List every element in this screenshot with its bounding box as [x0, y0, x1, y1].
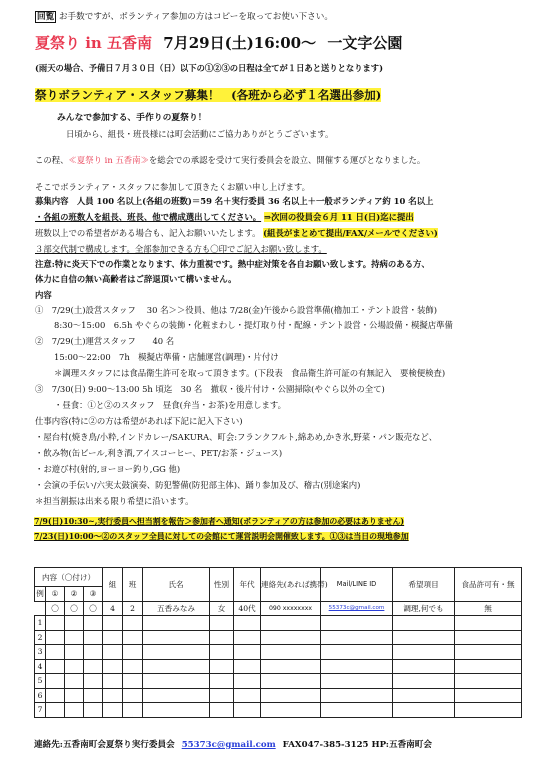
entry-cell[interactable] [143, 645, 210, 660]
entry-cell[interactable] [103, 688, 123, 703]
example-shift-1: 〇 [46, 601, 65, 616]
recruit-headline [35, 88, 381, 103]
notice-line [35, 12, 333, 23]
example-kumi: 4 [103, 601, 123, 616]
entry-cell[interactable] [261, 659, 321, 674]
caution-line-2: 体力に自信の無い高齢者はご辞退頂いて構いません。 [35, 274, 237, 284]
entry-cell[interactable] [143, 703, 210, 718]
header-contact: 連絡先(あれば携帯) [261, 568, 321, 602]
entry-cell[interactable] [210, 674, 234, 689]
entry-cell[interactable] [455, 616, 522, 631]
intro-event-name: ≪夏祭り in 五香南≫ [68, 155, 149, 165]
entry-cell[interactable] [393, 630, 455, 645]
entry-cell[interactable] [261, 645, 321, 660]
form-row-4[interactable] [35, 659, 522, 674]
entry-cell[interactable] [143, 688, 210, 703]
detail-extra-text: 班数以上での希望者がある場合も、記入お願いいたします。 [35, 228, 261, 238]
caution-line-1: 注意:特に炎天下での作業となります、体力重視です。熱中症対策を各自お願い致します。持病のある方、 [35, 259, 430, 269]
subheader-example: 例 [35, 587, 46, 602]
schedule-line-1-text: 7/9(日)10:30~,実行委員へ担当割を報告＞参加者へ通知(ボランティアの方は参加の必要はありません) [34, 517, 405, 526]
header-food-permit: 食品許可有・無 [455, 568, 522, 602]
example-mail: 55373c@gmail.com [321, 601, 393, 616]
entry-cell[interactable] [234, 616, 261, 631]
entry-cell[interactable] [123, 703, 143, 718]
entry-cell[interactable] [234, 703, 261, 718]
entry-cell[interactable] [123, 688, 143, 703]
example-shift-2: 〇 [65, 601, 84, 616]
entry-cell[interactable] [234, 645, 261, 660]
footer-contact [34, 740, 432, 751]
entry-cell[interactable] [455, 659, 522, 674]
task-1: ・屋台村(焼き鳥/小粋,インドカレー/SAKURA、町会:フランクフルト,綿あめ,かき氷,野菜・パン販売など、 [35, 432, 438, 442]
request-text: そこでボランティア・スタッフに参加して頂きたくお願い申し上げます。 [35, 182, 311, 192]
registration-form-table [34, 567, 522, 718]
entry-cell[interactable] [84, 688, 103, 703]
entry-cell[interactable] [210, 616, 234, 631]
entry-cell[interactable] [65, 645, 84, 660]
entry-cell[interactable] [321, 645, 393, 660]
entry-cell[interactable] [46, 630, 65, 645]
example-contact: 090 xxxxxxxx [261, 601, 321, 616]
row-number: 1 [35, 616, 46, 631]
entry-cell[interactable] [455, 688, 522, 703]
entry-cell[interactable] [103, 645, 123, 660]
event-title: 夏祭り in 五香南 [35, 34, 153, 52]
entry-cell[interactable] [234, 688, 261, 703]
header-age: 年代 [234, 568, 261, 602]
entry-cell[interactable] [65, 674, 84, 689]
entry-cell[interactable] [84, 659, 103, 674]
header-mail: Mail/LINE ID [321, 568, 393, 602]
entry-cell[interactable] [103, 703, 123, 718]
entry-cell[interactable] [393, 645, 455, 660]
entry-cell[interactable] [103, 630, 123, 645]
header-kumi: 組 [103, 568, 123, 602]
entry-cell[interactable] [234, 659, 261, 674]
entry-cell[interactable] [455, 703, 522, 718]
entry-cell[interactable] [84, 630, 103, 645]
detail-selection [35, 212, 414, 223]
form-row-6[interactable] [35, 688, 522, 703]
footer-email-link[interactable]: 55373c@gmail.com [181, 740, 276, 750]
header-contents: 内容（〇付け） [35, 568, 103, 587]
entry-cell[interactable] [46, 616, 65, 631]
intro-pre: この程、 [35, 155, 69, 165]
entry-cell[interactable] [123, 659, 143, 674]
event-headline [35, 34, 402, 52]
header-han: 班 [123, 568, 143, 602]
entry-cell[interactable] [123, 616, 143, 631]
shift-2-note: ＊調理スタッフには食品衛生許可を取って頂きます。(下段表 食品衛生許可証の有無記入 要検便検査) [54, 368, 446, 378]
row-number: 3 [35, 645, 46, 660]
entry-cell[interactable] [321, 688, 393, 703]
contents-heading: 内容 [35, 290, 52, 300]
schedule-line-1 [34, 516, 404, 527]
shift-3-detail: ・昼食：①と②のスタッフ 昼食(弁当・お茶)を用意します。 [54, 400, 286, 410]
entry-cell[interactable] [46, 645, 65, 660]
entry-cell[interactable] [321, 630, 393, 645]
detail-selection-text: ・各組の班数人を組長、班長、他で構成選出してください。 [35, 212, 262, 222]
task-2: ・飲み物(缶ビール,利き酒,アイスコーヒー、PET/お茶・ジュース) [35, 448, 283, 458]
row-number: 6 [35, 688, 46, 703]
subheader-shift-1: ① [46, 587, 65, 602]
form-row-2[interactable] [35, 630, 522, 645]
intro-line [35, 155, 425, 166]
form-header-row [35, 568, 522, 587]
entry-cell[interactable] [261, 688, 321, 703]
thanks-text: 日頃から、組長・班長様には町会活動にご協力ありがとうございます。 [66, 129, 334, 139]
slogan: みんなで参加する、手作りの夏祭り！ [57, 113, 207, 123]
entry-cell[interactable] [84, 616, 103, 631]
header-gender: 性別 [210, 568, 234, 602]
entry-cell[interactable] [321, 659, 393, 674]
entry-cell[interactable] [103, 616, 123, 631]
detail-personnel: 募集内容 人員 100 名以上(各組の班数)＝59 名＋実行委員 36 名以上＋一般ボランティア約 10 名以上 [35, 196, 434, 206]
schedule-line-2-text: 7/23(日)10:00～②のスタッフ全員に対しての会館にて運営説明会開催致します。①③は当日の現地参加 [34, 532, 409, 541]
submit-method-highlight: (組長がまとめて提出/FAX/メールでください) [263, 228, 438, 238]
example-marker-cell [35, 601, 46, 616]
entry-cell[interactable] [46, 674, 65, 689]
example-food: 無 [455, 601, 522, 616]
entry-cell[interactable] [84, 645, 103, 660]
form-row-5[interactable] [35, 674, 522, 689]
entry-cell[interactable] [123, 630, 143, 645]
entry-cell[interactable] [46, 703, 65, 718]
form-row-3[interactable] [35, 645, 522, 660]
entry-cell[interactable] [210, 703, 234, 718]
header-name: 氏名 [143, 568, 210, 602]
row-number: 2 [35, 630, 46, 645]
event-place: 一文字公園 [327, 34, 403, 52]
deadline-highlight: ⇒次回の役員会６月 11 日(日)迄に提出 [264, 212, 414, 222]
entry-cell[interactable] [210, 659, 234, 674]
tasks-heading: 仕事内容(特に②の方は希望があれば下記に記入下さい) [35, 416, 243, 426]
recruit-headline-text: 祭りボランティア・スタッフ募集！ (各班から必ず１名選出参加) [35, 88, 382, 102]
entry-cell[interactable] [393, 688, 455, 703]
entry-cell[interactable] [103, 674, 123, 689]
footer-fax-hp: FAX047-385-3125 HP:五香南町会 [282, 740, 432, 750]
shift-2-detail: 15:00～22:00 7h 模擬店準備・店舗運営(調理)・片付け [54, 352, 279, 362]
entry-cell[interactable] [65, 630, 84, 645]
task-4: ・会演の手伝い/六実太鼓演奏、防犯警備(防犯部主体)、踊り参加及び、稽古(別途案内) [35, 480, 361, 490]
entry-cell[interactable] [84, 703, 103, 718]
example-name: 五香みなみ [143, 601, 210, 616]
example-shift-3: 〇 [84, 601, 103, 616]
schedule-line-2 [34, 531, 409, 542]
entry-cell[interactable] [65, 659, 84, 674]
entry-cell[interactable] [143, 674, 210, 689]
entry-cell[interactable] [210, 645, 234, 660]
entry-cell[interactable] [65, 616, 84, 631]
circulation-badge: 回覧 [37, 12, 55, 22]
entry-cell[interactable] [261, 674, 321, 689]
entry-cell[interactable] [84, 674, 103, 689]
entry-cell[interactable] [46, 659, 65, 674]
detail-extra [35, 228, 438, 239]
entry-cell[interactable] [65, 703, 84, 718]
entry-cell[interactable] [103, 659, 123, 674]
subheader-shift-3: ③ [84, 587, 103, 602]
entry-cell[interactable] [143, 616, 210, 631]
entry-cell[interactable] [123, 674, 143, 689]
event-date: 7月29日(土)16:00～ [163, 34, 317, 52]
entry-cell[interactable] [321, 674, 393, 689]
entry-cell[interactable] [455, 630, 522, 645]
row-number: 4 [35, 659, 46, 674]
form-example-row [35, 601, 522, 616]
example-gender: 女 [210, 601, 234, 616]
shift-1-detail: 8:30～15:00 6.5h やぐらの装飾・化粧まわし・提灯取り付・配線・テント設営・公場設備・模擬店準備 [54, 320, 453, 330]
example-han: 2 [123, 601, 143, 616]
rain-note: (雨天の場合、予備日７月３０日（日）以下の①②③の日程は全てが１日あと送りとなります) [35, 63, 384, 73]
intro-post: を総会での承認を受けて実行委員会を設立、開催する運びとなりました。 [148, 155, 426, 165]
entry-cell[interactable] [261, 630, 321, 645]
task-3: ・お遊び村(射的,ヨーヨー釣り,GG 他) [35, 464, 181, 474]
example-age: 40代 [234, 601, 261, 616]
row-number: 7 [35, 703, 46, 718]
header-wish: 希望項目 [393, 568, 455, 602]
entry-cell[interactable] [234, 630, 261, 645]
entry-cell[interactable] [455, 674, 522, 689]
entry-cell[interactable] [210, 688, 234, 703]
entry-cell[interactable] [393, 703, 455, 718]
entry-cell[interactable] [321, 616, 393, 631]
form-row-7[interactable] [35, 703, 522, 718]
notice-text: お手数ですが、ボランティア参加の方はコピーを取ってお使い下さい。 [58, 12, 333, 22]
example-wish: 調理,何でも [393, 601, 455, 616]
subheader-shift-2: ② [65, 587, 84, 602]
entry-cell[interactable] [234, 674, 261, 689]
shift-3-title: ③ 7/30(日) 9:00～13:00 5h 頃迄 30 名 撤収・後片付け・公園掃除(やぐら以外の全て) [35, 384, 385, 394]
entry-cell[interactable] [46, 688, 65, 703]
shift-1-title: ① 7/29(土)設営スタッフ 30 名＞＞役員、他は 7/28(金)午後から設営準備(櫓加工・テント設営・装飾) [35, 305, 438, 315]
shift-2-title: ② 7/29(土)運営スタッフ 40 名 [35, 336, 175, 346]
entry-cell[interactable] [143, 659, 210, 674]
entry-cell[interactable] [210, 630, 234, 645]
entry-cell[interactable] [65, 688, 84, 703]
footer-label: 連絡先:五香南町会夏祭り実行委員会 [34, 740, 175, 750]
entry-cell[interactable] [143, 630, 210, 645]
entry-cell[interactable] [123, 645, 143, 660]
row-number: 5 [35, 674, 46, 689]
entry-cell[interactable] [261, 703, 321, 718]
entry-cell[interactable] [455, 645, 522, 660]
entry-cell[interactable] [393, 616, 455, 631]
shift-note: ３部交代制で構成します。全部参加できる方も〇印でご記入お願い致します。 [35, 244, 327, 254]
entry-cell[interactable] [321, 703, 393, 718]
form-row-1[interactable] [35, 616, 522, 631]
entry-cell[interactable] [393, 659, 455, 674]
entry-cell[interactable] [393, 674, 455, 689]
task-5: ＊担当割振は出来る限り希望に沿います。 [35, 496, 194, 506]
entry-cell[interactable] [261, 616, 321, 631]
